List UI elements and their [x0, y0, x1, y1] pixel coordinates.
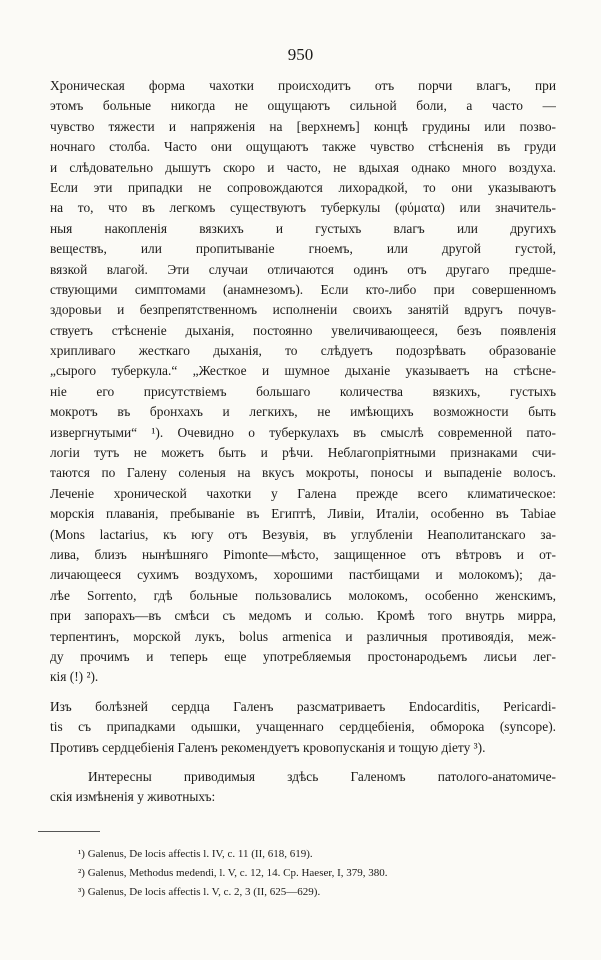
- text-line: tis съ припадками одышки, учащеннаго сердцебіенія, обморока (syncope).: [50, 719, 556, 735]
- paragraph-animal-anatomy: [50, 767, 556, 808]
- text-line: Если эти припадки не сопровождаются лихорадкой, то они указываютъ: [50, 179, 556, 195]
- footnote: ²) Galenus, Methodus medendi, l. V, c. 12, 14. Cp. Haeser, I, 379, 380.: [78, 867, 388, 879]
- footnote-separator: [38, 831, 100, 832]
- text-line: Противъ сердцебіенія Галенъ рекомендуетъ кровопусканія и тощую діету ³).: [50, 739, 486, 755]
- text-line: ніе его присутствіемъ большаго количества вязкихъ, густыхъ: [50, 383, 556, 399]
- text-line: морскія плаванія, пребываніе въ Египтѣ, Ливіи, Италіи, особенно въ Tabiae: [50, 506, 556, 522]
- text-line: личающееся сухимъ воздухомъ, хорошими пастбищами и молокомъ); да-: [50, 567, 556, 583]
- text-line: этомъ больные никогда не ощущаютъ сильной боли, а часто —: [50, 98, 556, 114]
- text-line: ствуетъ стѣсненіе дыханія, постоянно увеличивающееся, безъ появленія: [50, 322, 556, 338]
- text-line: извергнутыми“ ¹). Очевидно о туберкулахъ въ смыслѣ современной пато-: [50, 424, 556, 440]
- text-line: Изъ болѣзней сердца Галенъ разсматриваетъ Endocarditis, Pericardi-: [50, 698, 556, 714]
- footnote: ³) Galenus, De locis affectis l. V, c. 2, 3 (II, 625—629).: [78, 886, 321, 898]
- paragraph-chronic-consumption: [50, 76, 556, 688]
- text-line: здоровьи и безпрепятственномъ исполненіи своихъ занятій вдругъ почув-: [50, 302, 556, 318]
- text-line: ныя накопленія вязкихъ и густыхъ влагъ или другихъ: [50, 220, 556, 236]
- text-line: (Mons lactarius, къ югу отъ Везувія, въ углубленіи Неаполитанскаго за-: [50, 526, 556, 542]
- text-line: чувство тяжести и напряженія на [верхнемъ] концѣ грудины или позво-: [50, 118, 556, 134]
- text-line: при запорахъ—въ смѣси съ медомъ и солью. Кромѣ того внутрь мирра,: [50, 608, 556, 624]
- text-line: мокротъ въ бронхахъ и легкихъ, не имѣющихъ возможности быть: [50, 404, 556, 420]
- text-line: терпентинъ, морской лукъ, bolus armenica и различныя противоядія, меж-: [50, 628, 556, 644]
- text-line: лива, близъ нынѣшняго Pimonte—мѣсто, защищенное отъ вѣтровъ и от-: [50, 546, 556, 562]
- text-line: ночнаго столба. Часто они ощущаютъ также чувство стѣсненія въ груди: [50, 139, 556, 155]
- text-line: Хроническая форма чахотки происходитъ отъ порчи влагъ, при: [50, 78, 556, 93]
- text-line: ствующими симптомами (анамнезомъ). Если кто-либо при совершенномъ: [50, 281, 556, 297]
- text-line: Интересны приводимыя здѣсь Галеномъ патолого-анатомиче-: [88, 768, 556, 784]
- paragraph-gap: [50, 688, 556, 697]
- text-line: ду прочимъ и теперь еще употребляемыя простонародьемъ лисьи лег-: [50, 648, 556, 664]
- text-line: лѣе Sorrento, гдѣ больные пользовались молокомъ, особенно женскимъ,: [50, 587, 556, 603]
- body-text: [50, 76, 556, 808]
- footnotes: [78, 845, 548, 902]
- text-line: вязкой влагой. Эти случаи отличаются одинъ отъ другаго предше-: [50, 261, 556, 277]
- text-line: таются по Галену соленыя на вкусъ мокроты, поносы и выпаденіе волосъ.: [50, 465, 556, 481]
- text-line: хрипливаго жесткаго дыханія, то слѣдуетъ подозрѣвать образованіе: [50, 343, 556, 359]
- text-line: кія (!) ²).: [50, 669, 99, 685]
- footnote: ¹) Galenus, De locis affectis l. IV, c. 11 (II, 618, 619).: [78, 848, 313, 860]
- text-line: логіи тутъ не можетъ быть и рѣчи. Неблагопріятными признаками счи-: [50, 445, 556, 461]
- text-line: Леченіе хронической чахотки у Галена прежде всего климатическое:: [50, 485, 556, 501]
- text-line: на то, что въ легкомъ существуютъ туберкулы (φύματα) или значитель-: [50, 200, 556, 216]
- text-line: веществъ, или пропитываніе гноемъ, или другой густой,: [50, 241, 556, 257]
- text-line: „сырого туберкула.“ „Жесткое и шумное дыханіе указываетъ на стѣсне-: [50, 363, 556, 379]
- text-line: скія измѣненія у животныхъ:: [50, 789, 216, 805]
- page-number: 950: [287, 45, 314, 64]
- paragraph-gap: [50, 758, 556, 767]
- text-line: и слѣдовательно дышутъ скоро и часто, не вдыхая однако много воздуха.: [50, 159, 556, 175]
- paragraph-heart-diseases: [50, 697, 556, 758]
